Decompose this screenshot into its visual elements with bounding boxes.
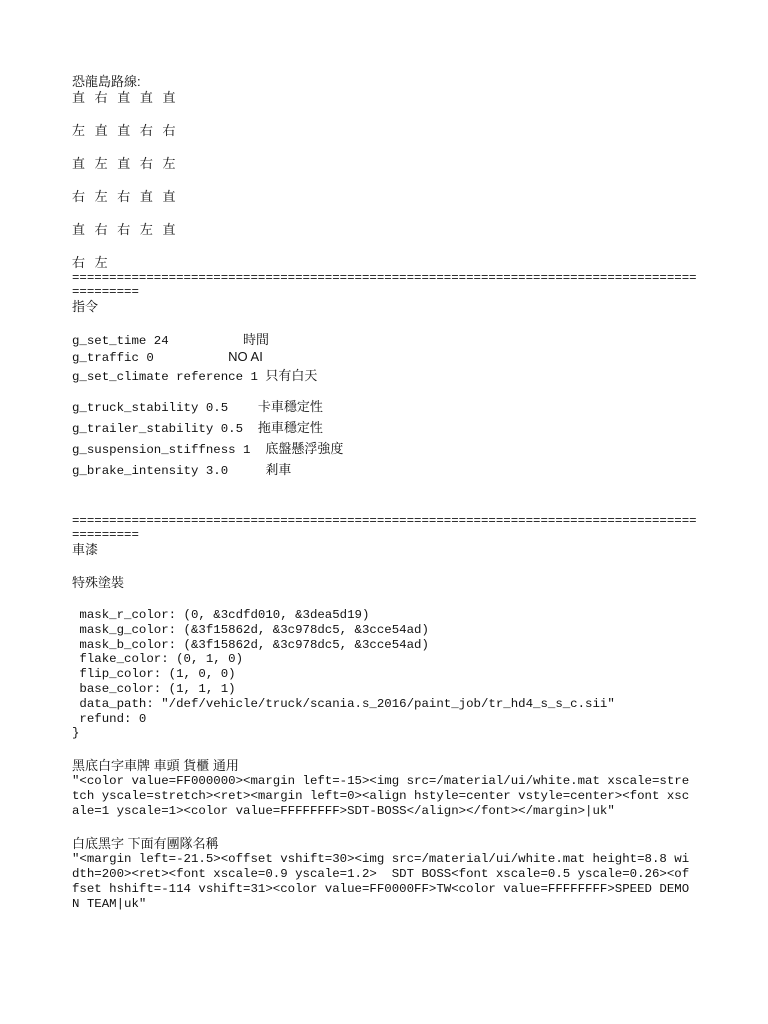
command-line: [72, 397, 712, 418]
paint-code-line: mask_g_color: (&3f15862d, &3c978dc5, &3cce54ad): [72, 622, 429, 637]
separator-1: =============================================================================================: [72, 271, 697, 299]
paint-code-line: mask_b_color: (&3f15862d, &3c978dc5, &3cce54ad): [72, 637, 429, 652]
paint-code-line: flake_color: (0, 1, 0): [72, 652, 244, 667]
route-line-2: 左 直 直 右 右: [72, 123, 179, 138]
document-page: [72, 74, 712, 912]
command-code: g_brake_intensity 3.0: [72, 464, 266, 478]
plate-2-title: 白底黑字 下面有團隊名稱: [72, 836, 219, 852]
command-line: [72, 439, 712, 460]
paint-code-line: }: [72, 726, 80, 741]
command-code: g_traffic 0: [72, 351, 229, 365]
route-line-1: 直 右 直 直 直: [72, 90, 179, 105]
route-line-5: 直 右 右 左 直: [72, 222, 179, 237]
routes-title: 恐龍島路線:: [72, 74, 141, 89]
route-line-4: 右 左 右 直 直: [72, 189, 179, 204]
route-line-3: 直 左 直 右 左: [72, 156, 179, 171]
command-code: g_trailer_stability 0.5: [72, 422, 258, 436]
plate-2-code: "<margin left=-21.5><offset vshift=30><img src=/material/ui/white.mat height=8.8 width=200><ret><font xscale=0.9 yscale=1.2> SDT BOSS<font xscale=0.5 yscale=0.26><offset hshift=-114 vshift=31><color value=FF0000FF>TW<color value=FFFFFFFF>SPEED DEMON TEAM|uk": [72, 852, 690, 912]
command-note: 只有白天: [265, 368, 318, 383]
command-note: 卡車穩定性: [257, 399, 323, 414]
route-line-6: 右 左: [72, 255, 111, 270]
plate-1-title: 黑底白字車牌 車頭 貨櫃 通用: [72, 758, 239, 774]
paint-title: 車漆: [72, 542, 99, 557]
command-code: g_truck_stability 0.5: [72, 401, 258, 415]
command-note: 拖車穩定性: [257, 420, 323, 435]
command-line: [72, 418, 712, 439]
command-note: 剎車: [265, 462, 292, 477]
command-line: [72, 366, 712, 387]
paint-code-line: flip_color: (1, 0, 0): [72, 667, 236, 682]
command-note: NO AI: [228, 349, 263, 364]
command-code: g_set_time 24: [72, 334, 244, 348]
paint-subtitle: 特殊塗裝: [72, 575, 125, 590]
paint-code-line: refund: 0: [72, 711, 147, 726]
command-line: [72, 460, 712, 481]
command-line: [72, 332, 712, 349]
command-code: g_suspension_stiffness 1: [72, 443, 266, 457]
paint-code-line: base_color: (1, 1, 1): [72, 681, 236, 696]
paint-code-line: data_path: "/def/vehicle/truck/scania.s_2016/paint_job/tr_hd4_s_s_c.sii": [72, 696, 615, 711]
plate-1-code: "<color value=FF000000><margin left=-15><img src=/material/ui/white.mat xscale=stretch yscale=stretch><ret><margin left=0><align hstyle=center vstyle=center><font xscale=1 yscale=1><color value=FFFFFFFF>SDT-BOSS</align></font></margin>|uk": [72, 774, 690, 819]
command-note: 底盤懸浮強度: [265, 441, 344, 456]
command-note: 時間: [243, 332, 270, 347]
command-line: [72, 349, 712, 366]
paint-code-line: mask_r_color: (0, &3cdfd010, &3dea5d19): [72, 608, 370, 622]
commands-title: 指令: [72, 299, 99, 314]
separator-2: =============================================================================================: [72, 514, 697, 542]
command-code: g_set_climate reference 1: [72, 370, 266, 384]
